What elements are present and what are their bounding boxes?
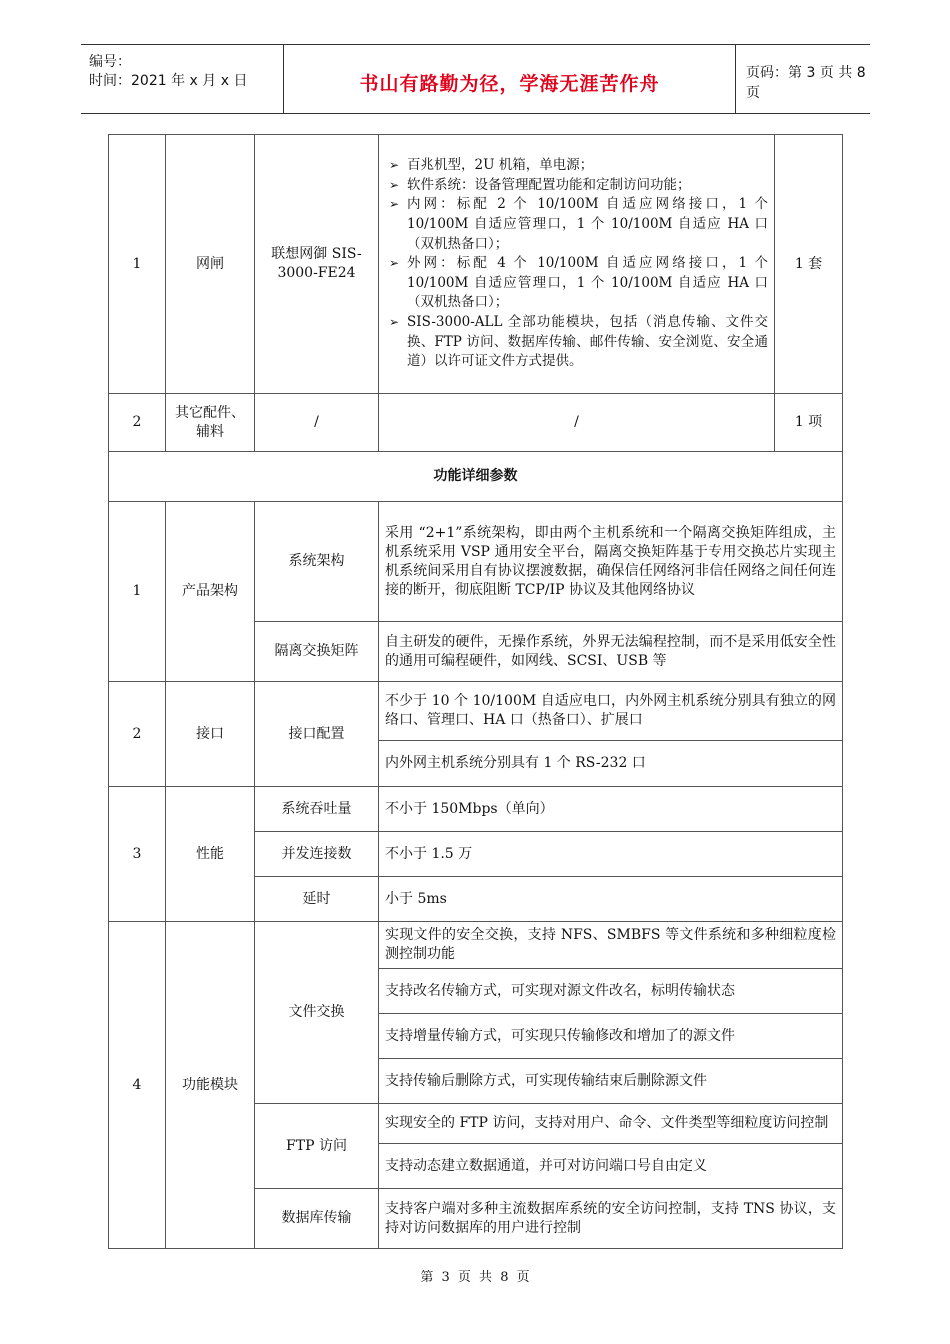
param-desc: 不小于 150Mbps（单向） xyxy=(379,787,843,832)
arrow-bullet-icon: ➢ xyxy=(389,197,400,212)
param-number: 3 xyxy=(109,787,166,922)
param-category: 接口 xyxy=(166,682,255,787)
row-number: 1 xyxy=(109,135,166,394)
param-desc: 不少于 10 个 10/100M 自适应电口，内外网主机系统分别具有独立的网络口、管理口、HA 口（热备口）、扩展口 xyxy=(379,682,843,741)
param-desc: 实现安全的 FTP 访问，支持对用户、命令、文件类型等细粒度访问控制 xyxy=(379,1104,843,1144)
header-meta xyxy=(81,45,283,113)
spec-bullet: ➢ 外网：标配 4 个 10/100M 自适应网络接口，1 个 10/100M 自适应管理口，1 个 10/100M 自适应 HA 口（双机热备口）； xyxy=(389,255,768,311)
param-desc: 采用 “2+1”系统架构，即由两个主机系统和一个隔离交换矩阵组成，主机系统采用 VSP 通用安全平台，隔离交换矩阵基于专用交换芯片实现主机系统间采用自有协议摆渡数据，确保信任网络河非信任网络之间任何连接的断开，彻底阻断 TCP/IP 协议及其他网络协议 xyxy=(379,502,843,622)
param-category: 性能 xyxy=(166,787,255,922)
table-row xyxy=(109,682,843,741)
param-desc: 支持增量传输方式，可实现只传输修改和增加了的源文件 xyxy=(379,1014,843,1059)
param-desc: 支持客户端对多种主流数据库系统的安全访问控制，支持 TNS 协议，支持对访问数据库的用户进行控制 xyxy=(379,1189,843,1249)
arrow-bullet-icon: ➢ xyxy=(389,177,400,192)
param-desc: 自主研发的硬件，无操作系统，外界无法编程控制，而不是采用低安全性的通用可编程硬件，如网线、SCSI、USB 等 xyxy=(379,622,843,682)
param-number: 4 xyxy=(109,922,166,1249)
spec-bullet: ➢ 内网：标配 2 个 10/100M 自适应网络接口，1 个 10/100M 自适应管理口，1 个 10/100M 自适应 HA 口（双机热备口）； xyxy=(389,196,768,252)
param-number: 2 xyxy=(109,682,166,787)
equipment-model: / xyxy=(255,394,379,452)
param-desc: 支持动态建立数据通道，并可对访问端口号自由定义 xyxy=(379,1144,843,1189)
param-item: 系统架构 xyxy=(255,502,379,622)
time-label: 时间：2021 年 x 月 x 日 xyxy=(89,73,248,89)
param-item: 并发连接数 xyxy=(255,832,379,877)
serial-label: 编号： xyxy=(89,54,131,70)
arrow-bullet-icon: ➢ xyxy=(389,314,400,329)
equipment-model: 联想网御 SIS-3000-FE24 xyxy=(255,135,379,394)
equipment-specs: / xyxy=(379,394,775,452)
page-footer: 第 3 页 共 8 页 xyxy=(420,1270,530,1285)
header-motto: 书山有路勤为径，学海无涯苦作舟 xyxy=(283,45,736,113)
param-desc: 小于 5ms xyxy=(379,877,843,922)
param-number: 1 xyxy=(109,502,166,682)
param-desc: 支持传输后删除方式，可实现传输结束后删除源文件 xyxy=(379,1059,843,1104)
table-row xyxy=(109,394,843,452)
param-desc: 内外网主机系统分别具有 1 个 RS-232 口 xyxy=(379,741,843,787)
table-row xyxy=(109,502,843,622)
param-item: 系统吞吐量 xyxy=(255,787,379,832)
page-header xyxy=(81,44,870,114)
equipment-qty: 1 套 xyxy=(775,135,843,394)
param-category: 功能模块 xyxy=(166,922,255,1249)
section-title: 功能详细参数 xyxy=(109,452,843,502)
param-item: 延时 xyxy=(255,877,379,922)
param-item: 文件交换 xyxy=(255,922,379,1104)
row-number: 2 xyxy=(109,394,166,452)
param-desc: 支持改名传输方式，可实现对源文件改名，标明传输状态 xyxy=(379,969,843,1014)
param-item: 数据库传输 xyxy=(255,1189,379,1249)
table-row xyxy=(109,135,843,394)
arrow-bullet-icon: ➢ xyxy=(389,256,400,271)
section-row xyxy=(109,452,843,502)
equipment-name: 网闸 xyxy=(166,135,255,394)
spec-bullet: ➢ 软件系统：设备管理配置功能和定制访问功能； xyxy=(385,176,768,196)
equipment-specs xyxy=(379,135,775,394)
param-item: 隔离交换矩阵 xyxy=(255,622,379,682)
equipment-qty: 1 项 xyxy=(775,394,843,452)
param-item: 接口配置 xyxy=(255,682,379,787)
header-page-label: 页码：第 3 页 共 8 页 xyxy=(746,65,866,101)
spec-bullet: ➢ SIS-3000-ALL 全部功能模块，包括（消息传输、文件交换、FTP 访问、数据库传输、邮件传输、安全浏览、安全通道）以许可证文件方式提供。 xyxy=(389,313,768,370)
spec-bullet: ➢ 百兆机型，2U 机箱，单电源； xyxy=(385,156,768,176)
param-category: 产品架构 xyxy=(166,502,255,682)
table-row xyxy=(109,922,843,969)
param-desc: 实现文件的安全交换，支持 NFS、SMBFS 等文件系统和多种细粒度检测控制功能 xyxy=(379,922,843,969)
equipment-name: 其它配件、辅料 xyxy=(166,394,255,452)
arrow-bullet-icon: ➢ xyxy=(389,158,400,173)
param-item: FTP 访问 xyxy=(255,1104,379,1189)
param-desc: 不小于 1.5 万 xyxy=(379,832,843,877)
spec-table xyxy=(108,134,843,1249)
table-row xyxy=(109,787,843,832)
